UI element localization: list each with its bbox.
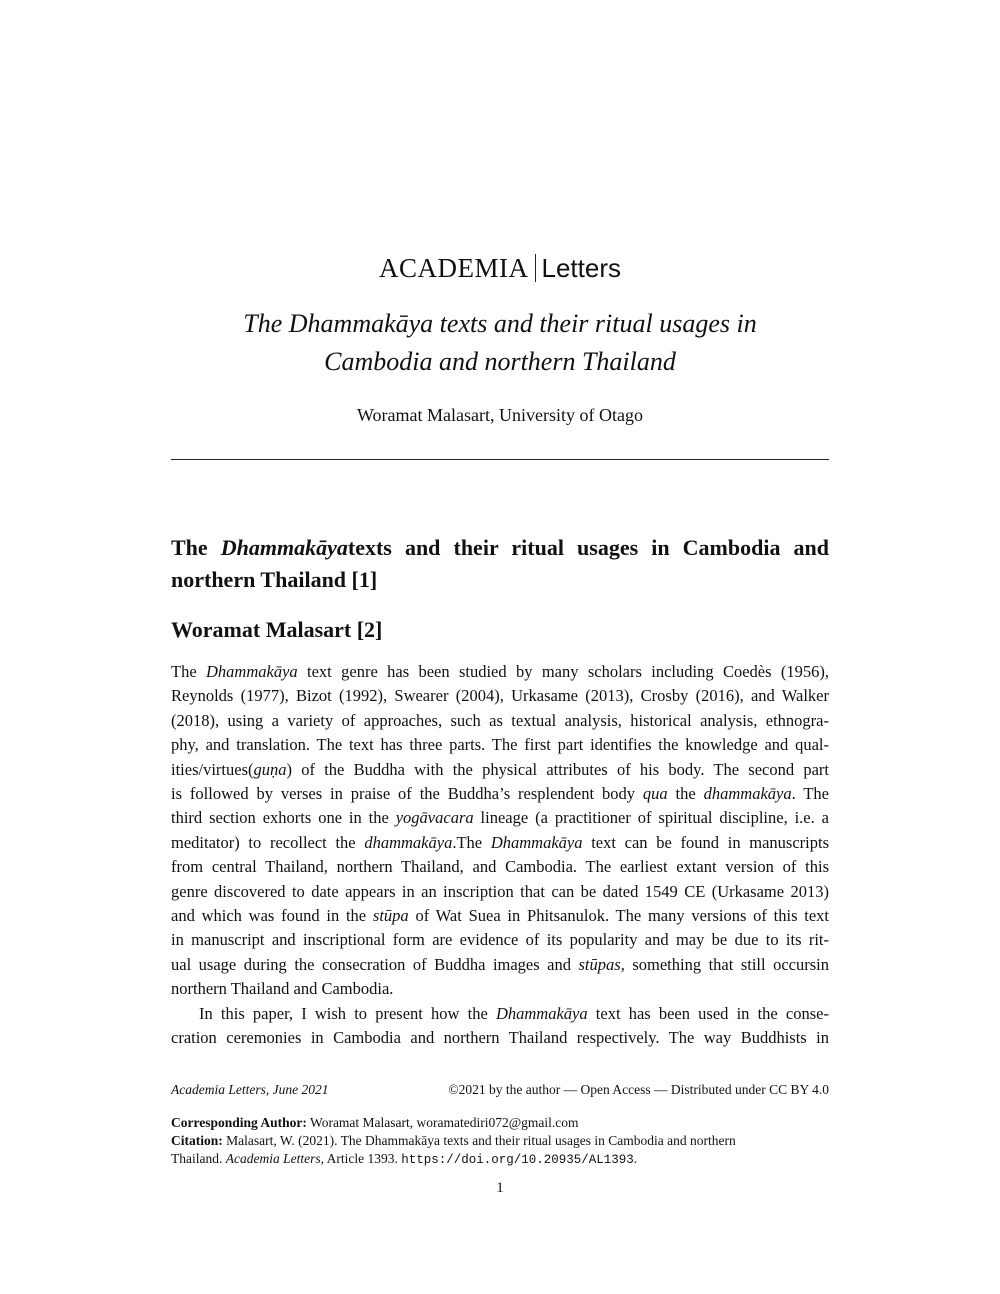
text-line: genre discovered to date appears in an inscription that can be dated 1549 CE (Urkasame 2013) — [171, 881, 829, 901]
author-affiliation: Woramat Malasart, University of Otago — [357, 405, 643, 425]
author-heading: Woramat Malasart [2] — [171, 617, 383, 642]
doi-link[interactable]: https://doi.org/10.20935/AL1393 — [401, 1153, 634, 1167]
text-line: meditator) to recollect the dhammakāya.The Dhammakāya text can be found in manuscripts — [171, 832, 830, 852]
brand-divider — [535, 254, 536, 282]
article-body — [171, 660, 829, 1051]
section-heading: The Dhammakāyatexts and their ritual usages in Cambodia and northern Thailand [1] — [171, 535, 829, 592]
text-line: cration ceremonies in Cambodia and northern Thailand respectively. The way Buddhists in — [171, 1028, 829, 1048]
text-line: ities/virtues(guṇa) of the Buddha with the physical attributes of his body. The second part — [171, 759, 829, 779]
paragraph-1 — [171, 660, 829, 1002]
text-line: In this paper, I wish to present how the Dhammakāya text has been used in the conse- — [199, 1003, 829, 1023]
brand-section: Letters — [541, 253, 621, 283]
page-number: 1 — [496, 1180, 504, 1196]
text-line: third section exhorts one in the yogāvacara lineage (a practitioner of spiritual discipline, i.e. a — [171, 808, 829, 828]
text-line: from central Thailand, northern Thailand, and Cambodia. The earliest extant version of this — [171, 857, 829, 877]
text-line: (2018), using a variety of approaches, such as textual analysis, historical analysis, ethnogra- — [171, 710, 829, 730]
license-notice: ©2021 by the author — Open Access — Distributed under CC BY 4.0 — [448, 1082, 829, 1097]
academia-letters-logo — [0, 250, 1000, 286]
text-line: ual usage during the consecration of Buddha images and stūpas, something that still occursin — [171, 954, 829, 974]
text-line: Reynolds (1977), Bizot (1992), Swearer (2004), Urkasame (2013), Crosby (2016), and Walker — [171, 686, 829, 706]
article-title — [150, 305, 850, 381]
journal-date: Academia Letters, June 2021 — [171, 1082, 329, 1097]
text-line: is followed by verses in praise of the Buddha’s resplendent body qua the dhammakāya. The — [171, 784, 829, 804]
text-line: phy, and translation. The text has three parts. The first part identifies the knowledge and qual- — [171, 735, 829, 755]
citation-continued: Thailand. Academia Letters, Article 1393. https://doi.org/10.20935/AL1393. — [171, 1151, 638, 1167]
citation: Citation: Malasart, W. (2021). The Dhammakāya texts and their ritual usages in Cambodia and northern — [171, 1133, 736, 1148]
brand-name: ACADEMIA — [379, 253, 529, 283]
text-line: northern Thailand and Cambodia. — [171, 979, 394, 999]
title-line-1: The Dhammakāya texts and their ritual usages in — [243, 309, 757, 338]
corresponding-author: Corresponding Author: Woramat Malasart, woramatediri072@gmail.com — [171, 1115, 579, 1130]
heading-italic-term: Dhammakāya — [220, 535, 348, 560]
paragraph-2 — [171, 1002, 829, 1051]
text-line: The Dhammakāya text genre has been studied by many scholars including Coedès (1956), — [171, 662, 829, 681]
title-line-2: Cambodia and northern Thailand — [324, 347, 676, 376]
title-divider — [171, 459, 829, 460]
correspondence-block — [171, 1114, 829, 1169]
text-line: and which was found in the stūpa of Wat Suea in Phitsanulok. The many versions of this text — [171, 906, 829, 926]
text-line: in manuscript and inscriptional form are evidence of its popularity and may be due to its rit- — [171, 930, 829, 950]
